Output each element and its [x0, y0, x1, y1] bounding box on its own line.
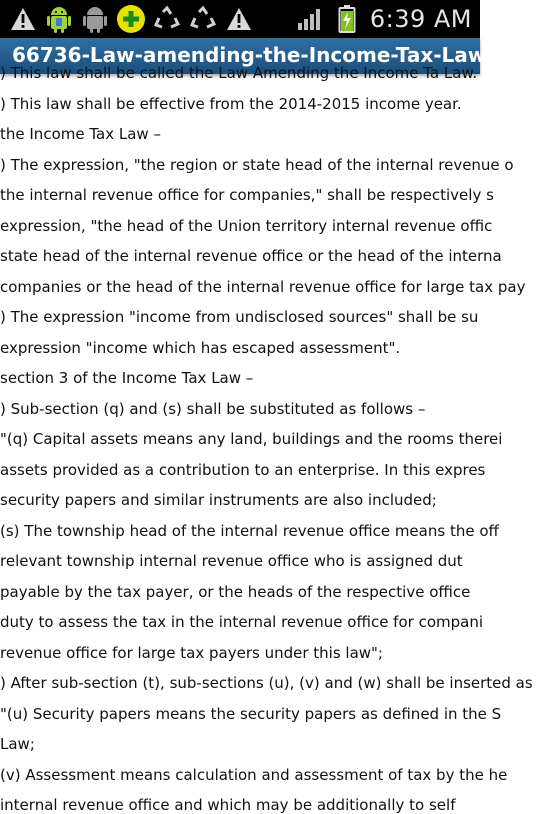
- document-line: companies or the head of the internal revenue office for large tax pay: [0, 277, 526, 296]
- document-line: section 3 of the Income Tax Law –: [0, 369, 254, 387]
- recycle-icon-2[interactable]: [188, 4, 218, 34]
- document-line: internal revenue office and which may be additionally to self: [0, 796, 456, 814]
- document-line: assets provided as a contribution to an enterprise. In this expres: [0, 460, 486, 479]
- document-line: payable by the tax payer, or the heads of the respective office: [0, 582, 471, 601]
- document-line: ) The expression "income from undisclosed sources" shall be su: [0, 308, 479, 326]
- document-line: ) After sub-section (t), sub-sections (u), (v) and (w) shall be inserted as: [0, 674, 533, 692]
- document-line: relevant township internal revenue office who is assigned dut: [0, 552, 463, 570]
- document-line: ) The expression, "the region or state head of the internal revenue o: [0, 155, 514, 174]
- recycle-icon[interactable]: [152, 4, 182, 34]
- document-line: (v) Assessment means calculation and assessment of tax by the he: [0, 765, 508, 784]
- document-line: "(u) Security papers means the security papers as defined in the S: [0, 704, 502, 723]
- notification-icons: [8, 4, 254, 34]
- document-line: Law;: [0, 735, 35, 753]
- document-line: security papers and similar instruments are also included;: [0, 491, 437, 509]
- document-line: expression "income which has escaped assessment".: [0, 338, 401, 357]
- document-line: the Income Tax Law –: [0, 125, 161, 143]
- document-line: (s) The township head of the internal revenue office means the off: [0, 521, 499, 540]
- document-line: ) This law shall be effective from the 2014-2015 income year.: [0, 94, 462, 113]
- add-circle-icon[interactable]: [116, 4, 146, 34]
- document-line: expression, "the head of the Union territory internal revenue offic: [0, 216, 493, 235]
- document-line: ) Sub-section (q) and (s) shall be substituted as follows –: [0, 399, 426, 418]
- android-icon[interactable]: [44, 4, 74, 34]
- warning-icon[interactable]: [8, 4, 38, 34]
- system-icons: [294, 4, 472, 34]
- document-title: 66736-Law-amending-the-Income-Tax-Law-10....: [12, 43, 553, 67]
- document-line: duty to assess the tax in the internal revenue office for compani: [0, 613, 484, 631]
- battery-charging-icon: [332, 4, 362, 34]
- document-line: the internal revenue office for companies," shall be respectively s: [0, 186, 494, 204]
- warning-icon-2[interactable]: [224, 4, 254, 34]
- document-line: ) This law shall be called the Law Amending the Income Ta Law.: [0, 64, 478, 82]
- document-view[interactable]: [0, 64, 533, 814]
- signal-icon: [294, 4, 324, 34]
- clock-time: 6:39 AM: [369, 5, 472, 33]
- document-line: state head of the internal revenue office or the head of the interna: [0, 247, 502, 265]
- document-line: "(q) Capital assets means any land, buildings and the rooms therei: [0, 430, 503, 448]
- document-line: revenue office for large tax payers under this law";: [0, 643, 383, 662]
- status-bar: [0, 0, 480, 38]
- android-gray-icon[interactable]: [80, 4, 110, 34]
